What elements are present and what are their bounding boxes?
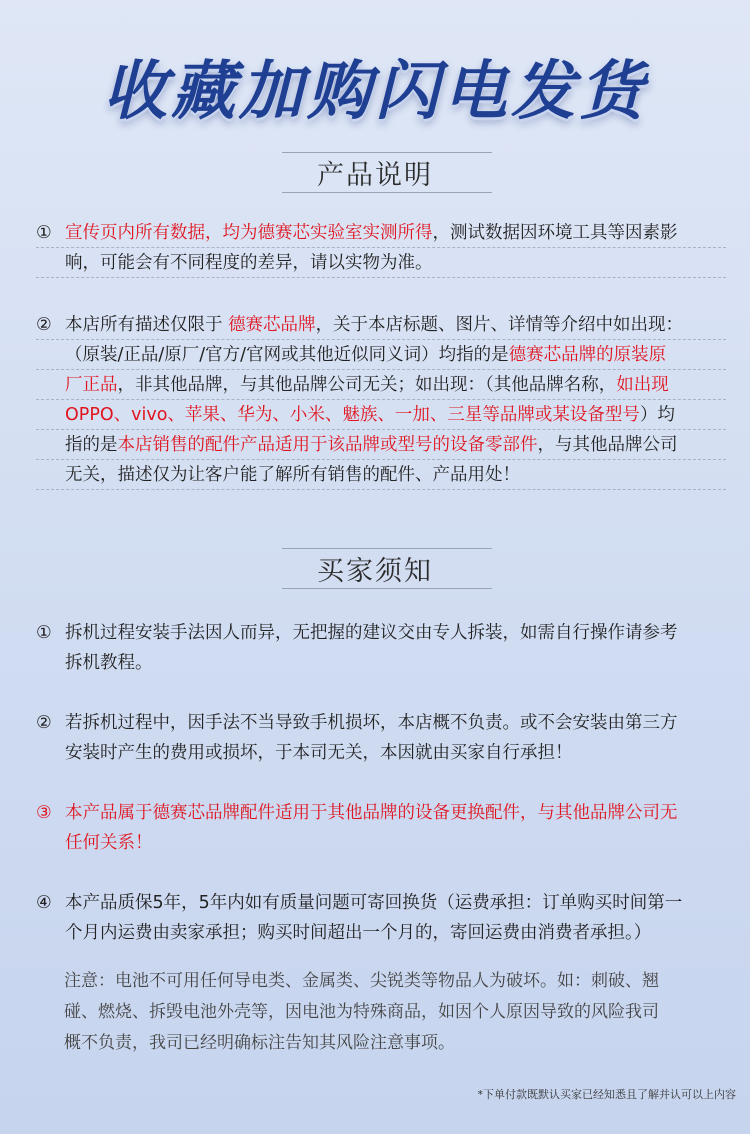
text-line: 响，可能会有不同程度的差异，请以实物为准。	[36, 248, 726, 278]
text-line: 无关，描述仅为让客户能了解所有销售的配件、产品用处！	[36, 460, 726, 490]
buyer-notice-item-2	[36, 708, 726, 768]
buyer-notice-item-3	[36, 798, 726, 858]
text-line: 注意：电池不可用任何导电类、金属类、尖锐类等物品人为破坏。如：刺破、翘	[64, 971, 659, 991]
battery-warning-note	[64, 966, 734, 1059]
text-line: ② 若拆机过程中，因手法不当导致手机损坏，本店概不负责。或不会安装由第三方	[36, 713, 678, 733]
text-line: ③ 本产品属于德赛芯品牌配件适用于其他品牌的设备更换配件，与其他品牌公司无	[36, 803, 678, 823]
text-line: 任何关系！	[65, 833, 153, 853]
text-line: 拆机教程。	[65, 653, 153, 673]
text-line: 厂正品，非其他品牌，与其他品牌公司无关；如出现：（其他品牌名称，如出现	[36, 370, 726, 400]
text-line: ① 拆机过程安装手法因人而异，无把握的建议交由专人拆装，如需自行操作请参考	[36, 623, 678, 643]
text-line: 碰、燃烧、拆毁电池外壳等，因电池为特殊商品，如因个人原因导致的风险我司	[64, 1002, 659, 1022]
text-line: 概不负责，我司已经明确标注告知其风险注意事项。	[64, 1033, 455, 1053]
buyer-notice-item-1	[36, 618, 726, 678]
product-info-item-2	[36, 310, 726, 490]
product-info-item-1	[36, 218, 726, 278]
text-line: 个月内运费由卖家承担；购买时间超出一个月的，寄回运费由消费者承担。）	[65, 923, 652, 943]
section-divider	[282, 192, 492, 193]
section-divider	[282, 588, 492, 589]
text-line: （原装/正品/原厂/官方/官网或其他近似同义词）均指的是德赛芯品牌的原装原	[36, 340, 726, 370]
buyer-notice-item-4	[36, 888, 726, 948]
footnote-disclaimer: *下单付款既默认买家已经知悉且了解并认可以上内容	[477, 1088, 736, 1101]
text-line: ② 本店所有描述仅限于 德赛芯品牌，关于本店标题、图片、详情等介绍中如出现：	[36, 310, 726, 340]
section-title-buyer-notice: 买家须知	[317, 556, 433, 587]
banner-title: 收藏加购闪电发货	[103, 55, 647, 129]
text-line: OPPO、vivo、苹果、华为、小米、魅族、一加、三星等品牌或某设备型号）均	[36, 400, 726, 430]
section-title-product-info: 产品说明	[317, 160, 433, 191]
text-line: 安装时产生的费用或损坏，于本司无关，本因就由买家自行承担！	[65, 743, 573, 763]
text-line: ① 宣传页内所有数据，均为德赛芯实验室实测所得，测试数据因环境工具等因素影	[36, 218, 726, 248]
text-line: ④ 本产品质保5年，5年内如有质量问题可寄回换货（运费承担：订单购买时间第一	[36, 893, 683, 913]
text-line: 指的是本店销售的配件产品适用于该品牌或型号的设备零部件，与其他品牌公司	[36, 430, 726, 460]
